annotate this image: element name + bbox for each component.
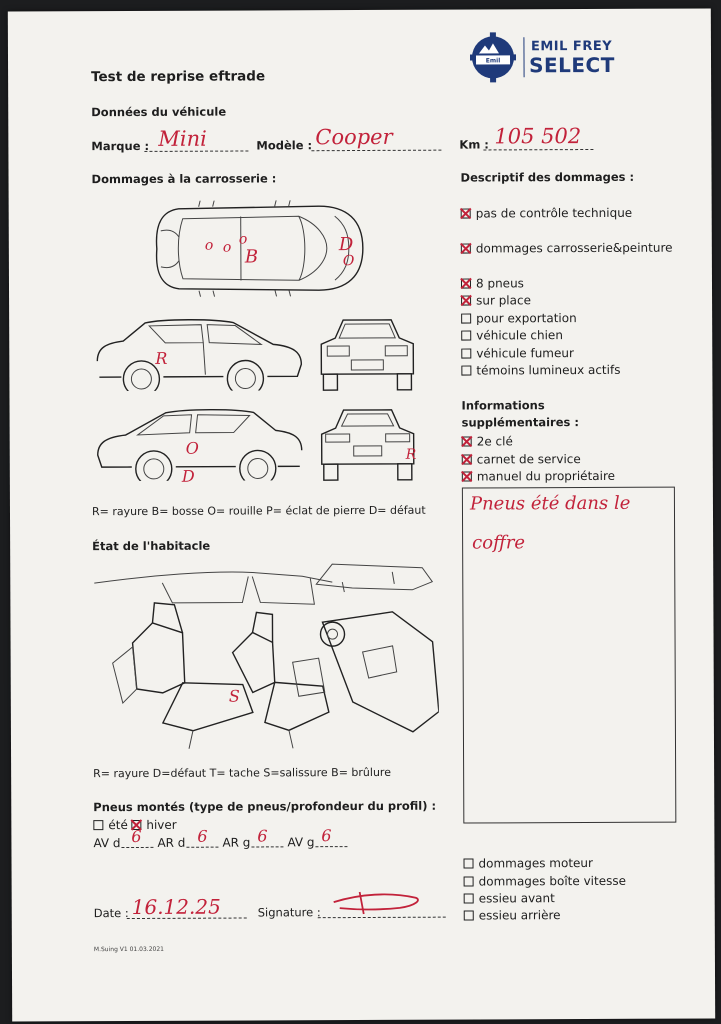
damage-mark: R <box>405 446 417 463</box>
tires-heading: Pneus montés (type de pneus/profondeur du profil) : <box>93 798 437 815</box>
trade-in-form-sheet <box>8 8 715 1021</box>
damage-desc-item[interactable]: véhicule chien <box>461 329 563 341</box>
body-damage-heading: Dommages à la carrosserie : <box>91 171 277 187</box>
damage-mark: o <box>238 231 248 248</box>
logo-line2: SELECT <box>528 52 615 78</box>
damage-mark: R <box>155 348 168 368</box>
car-top-view-diagram <box>149 200 369 297</box>
marque-label: Marque : <box>91 138 150 154</box>
ar-d-label: AR d <box>157 835 186 850</box>
damage-mark: o <box>222 239 232 256</box>
av-d-line <box>121 847 153 848</box>
av-g-value: 6 <box>321 826 332 846</box>
ar-g-line <box>251 846 283 847</box>
tire-ete-checkbox[interactable]: été <box>93 819 128 831</box>
modele-label: Modèle : <box>256 138 313 153</box>
av-g-line <box>315 846 347 847</box>
damage-mark: O <box>342 253 355 270</box>
bottom-check-item[interactable]: essieu arrière <box>464 909 561 921</box>
car-rear-view-diagram <box>316 406 420 484</box>
damage-mark: o <box>204 237 214 254</box>
damage-desc-item[interactable]: sur place <box>461 294 531 306</box>
bottom-check-item[interactable]: dommages boîte vitesse <box>464 875 626 888</box>
interior-legend: R= rayure D=défaut T= tache S=salissure B= brûlure <box>93 765 391 781</box>
damage-mark: D <box>338 234 354 256</box>
damage-desc-item[interactable]: témoins lumineux actifs <box>461 364 620 377</box>
ar-d-line <box>186 847 218 848</box>
damage-desc-heading: Descriptif des dommages : <box>460 169 635 185</box>
modele-line <box>311 150 441 152</box>
damage-desc-item[interactable]: pas de contrôle technique <box>461 207 633 220</box>
footer-version: M.Suing V1 01.03.2021 <box>93 945 164 954</box>
notes-line2: coffre <box>472 532 526 554</box>
ar-g-value: 6 <box>257 826 268 846</box>
extra-info-item[interactable]: manuel du propriétaire <box>462 470 615 483</box>
interior-heading: État de l'habitacle <box>92 538 211 554</box>
km-line <box>483 149 593 150</box>
ar-g-label: AR g <box>222 835 251 850</box>
interior-mark: S <box>228 686 240 706</box>
damage-desc-item[interactable]: pour exportation <box>461 312 577 325</box>
logo-line1: EMIL FREY <box>530 38 613 55</box>
date-value: 16.12.25 <box>131 894 221 920</box>
damage-mark: O <box>185 438 199 458</box>
ar-d-value: 6 <box>197 826 208 846</box>
logo-ring-text: Emil Frey <box>485 57 501 74</box>
emil-frey-select-logo <box>470 29 620 86</box>
damage-desc-item[interactable]: 8 pneus <box>461 277 524 289</box>
damage-desc-item[interactable]: dommages carrosserie&peinture <box>461 242 673 255</box>
signature-label: Signature : <box>257 905 321 920</box>
signature-drawing <box>330 888 430 918</box>
body-damage-legend: R= rayure B= bosse O= rouille P= éclat de pierre D= défaut <box>91 503 426 519</box>
damage-mark: B <box>244 246 259 268</box>
car-front-view-diagram <box>315 316 419 394</box>
form-title: Test de reprise eftrade <box>91 68 266 86</box>
bottom-check-item[interactable]: essieu avant <box>464 892 555 904</box>
tire-hiver-checkbox[interactable]: hiver <box>131 819 176 831</box>
vehicle-data-heading: Données du véhicule <box>91 104 227 120</box>
extra-info-item[interactable]: carnet de service <box>462 453 581 466</box>
notes-line1: Pneus été dans le <box>469 492 631 515</box>
car-interior-diagram <box>92 562 439 758</box>
extra-info-item[interactable]: 2e clé <box>462 435 513 447</box>
av-d-label: AV d <box>93 836 121 851</box>
extra-info-heading-line2: supplémentaires : <box>461 415 579 430</box>
date-label: Date : <box>93 906 129 921</box>
modele-value: Cooper <box>315 124 393 150</box>
av-g-label: AV g <box>287 835 315 850</box>
car-side-view-right-diagram <box>94 406 306 481</box>
av-d-value: 6 <box>131 826 142 847</box>
damage-mark: D <box>181 466 195 486</box>
marque-value: Mini <box>158 126 207 151</box>
km-value: 105 502 <box>494 124 582 149</box>
km-label: Km : <box>459 137 489 152</box>
car-side-view-left-diagram <box>93 316 305 391</box>
bottom-check-item[interactable]: dommages moteur <box>463 857 592 870</box>
damage-desc-item[interactable]: véhicule fumeur <box>461 347 574 359</box>
extra-info-heading-line1: Informations <box>461 398 545 413</box>
